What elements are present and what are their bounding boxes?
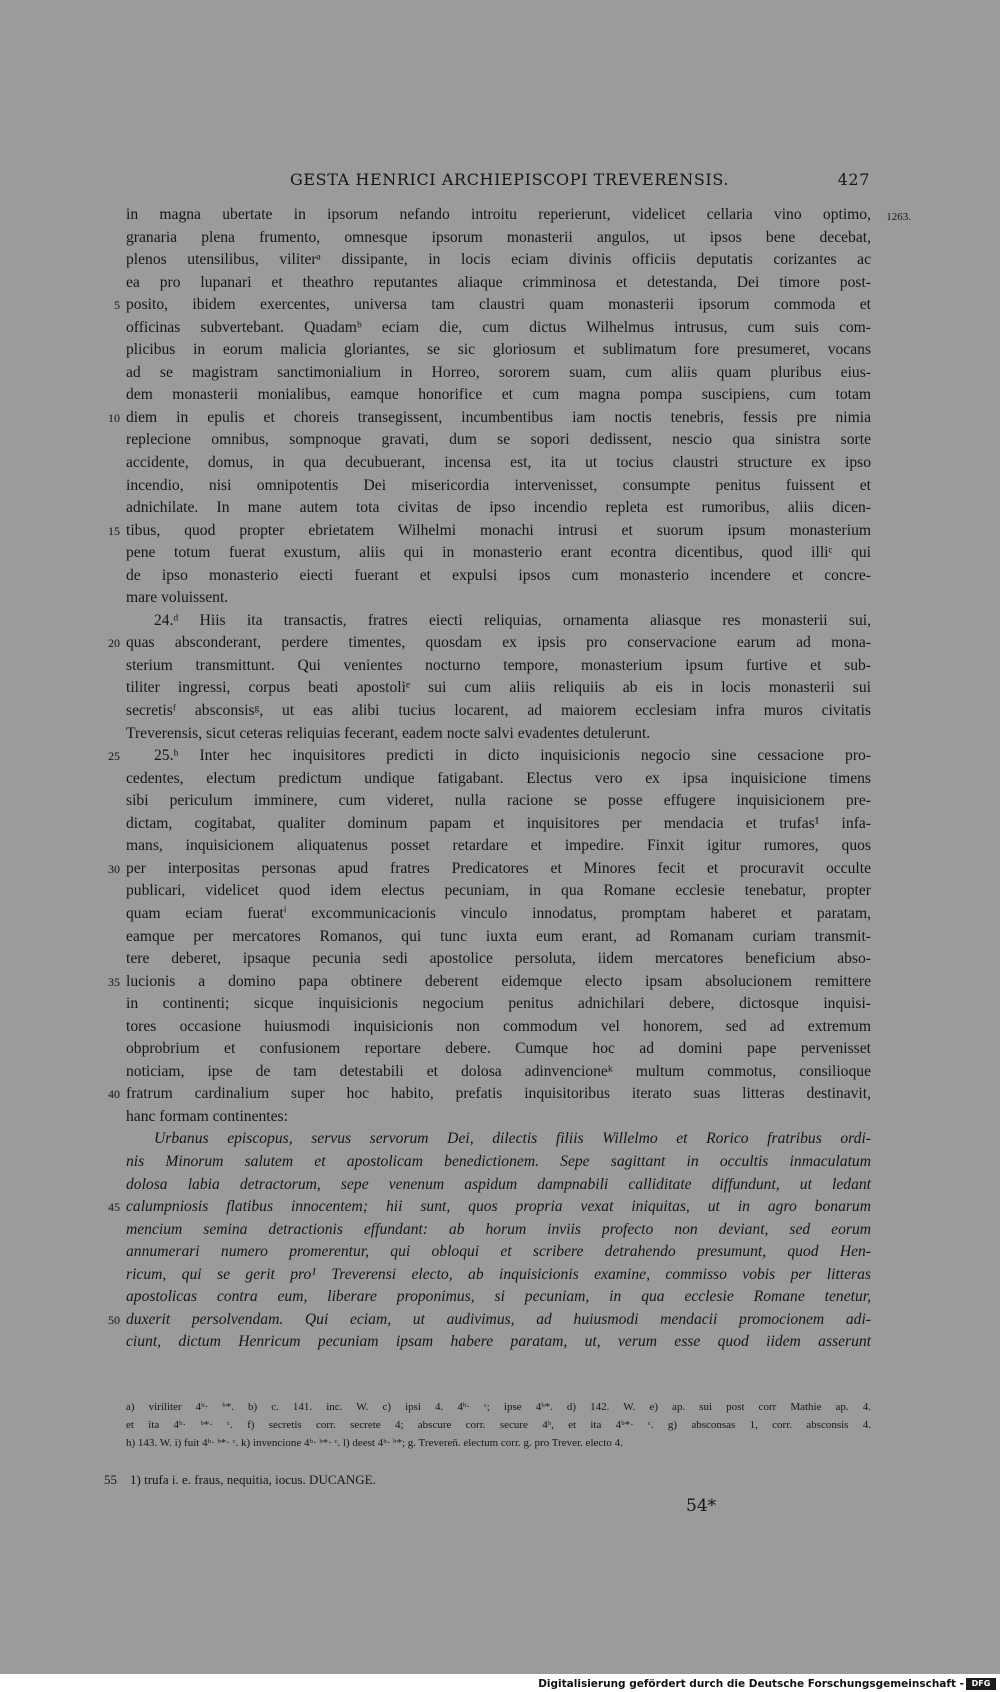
critical-apparatus: [126, 1398, 871, 1452]
text-line: 24.ᵈ Hiis ita transactis, fratres eiecti reliquias, ornamenta aliasque res monasterii sui,: [154, 611, 871, 629]
text-line: quam eciam fueratⁱ excommunicacionis vinculo innodatus, promptam haberet et paratam,: [126, 904, 871, 922]
text-line: apostolicas contra eum, liberare proponimus, si pecuniam, in qua ecclesie Romane tenetur,: [126, 1288, 871, 1306]
digitization-footer: [0, 1678, 1000, 1692]
text-line: calumpniosis flatibus innocentem; hii sunt, quos propria vexat iniquitas, ut in agro bonarum: [126, 1198, 871, 1216]
apparatus-line: h) 143. W. i) fuit 4ᵇ· ᵇ*· ᶜ. k) invencione 4ᵇ· ᵇ*· ᶜ. l) deest 4ᵇ· ᵇ*; g. Treveren̄. electum corr. g. pro Trever. electo 4.: [126, 1437, 623, 1449]
text-line: lucionis a domino papa obtinere deberent eidemque electo ipsam absolucionem remittere: [126, 972, 871, 990]
text-line: noticiam, ipse de tam detestabili et dolosa adinvencioneᵏ multum commotus, consilioque: [126, 1062, 871, 1080]
text-line: mencium semina detractionis effundant: ab horum inviis profecto non deviant, sed eorum: [126, 1220, 871, 1238]
text-line: incendio, nisi omnipotentis Dei misericordia intervenisset, consumpte penitus fuissent et: [126, 476, 871, 494]
line-number: 50: [108, 1312, 120, 1327]
text-line: diem in epulis et choreis transegissent, incumbentibus iam noctis tenebris, fessis pre nimia: [126, 408, 871, 426]
line-number: 45: [108, 1200, 120, 1215]
text-line: tores occasione huiusmodi inquisicionis non commodum vel honorem, sed ad extremum: [126, 1017, 871, 1035]
text-line: 25.ʰ Inter hec inquisitores predicti in dicto inquisicionis negocio sine cessacione pro-: [154, 747, 871, 765]
line-number: 35: [108, 974, 120, 989]
text-line: posito, ibidem exercentes, universa tam claustri quam monasterii ipsorum commoda et: [126, 296, 871, 314]
text-line: secretisᶠ absconsisᵍ, ut eas alibi tucius locarent, ad maiorem ecclesiam infra muros civitatis: [126, 702, 871, 720]
main-text: [108, 204, 911, 1354]
footnote-text: 1) trufa i. e. fraus, nequitia, iocus. DUCANGE.: [130, 1472, 376, 1487]
text-line: cedentes, electum predictum undique fatigabant. Electus vero ex ipsa inquisicione timens: [126, 769, 871, 787]
text-line: sibi periculum imminere, cum videret, nulla racione se posse effugere inquisicionem pre-: [126, 792, 871, 810]
text-line: Treverensis, sicut ceteras reliquias fecerant, eadem nocte salvi evadentes detulerunt.: [126, 724, 651, 742]
funding-credit: Digitalisierung gefördert durch die Deutsche Forschungsgemeinschaft -: [538, 1678, 964, 1690]
text-line: fratrum cardinalium super hoc habito, prefatis inquisitoribus iterato suas litteras destinavit,: [126, 1085, 871, 1103]
text-line: per interpositas personas apud fratres Predicatores et Minores fecit et procuravit occulte: [126, 859, 871, 877]
text-line: quas absconderant, perdere timentes, quosdam ex ipsis pro conservacione earum ad mona-: [126, 634, 871, 652]
text-line: de ipso monasterio eiecti fuerant et expulsi ipsos cum monasterio incendere et concre-: [126, 566, 871, 584]
text-line: tere deberet, ipsaque pecunia sedi apostolice persoluta, iidem mercatores beneficium abso-: [126, 950, 871, 968]
running-title: GESTA HENRICI ARCHIEPISCOPI TREVERENSIS.: [290, 170, 729, 189]
text-line: tibus, quod propter ebrietatem Wilhelmi monachi intrusi et suorum ipsum monasterium: [126, 521, 871, 539]
text-line: plicibus in eorum malicia gloriantes, se sic gloriosum et sublimatum fore presumeret, vocans: [126, 341, 871, 359]
text-line: dolosa labia detractorum, sepe venenum aspidum dampnabili calliditate diffundunt, ut ledant: [126, 1175, 871, 1193]
text-line: ea pro lupanari et theathro reputantes aliaque crimminosa et detestanda, Dei timore post-: [126, 273, 871, 291]
text-line: in continenti; sicque inquisicionis negocium penitus adnichilari debere, dictosque inquisi-: [126, 995, 871, 1013]
text-line: publicari, videlicet quod idem electus pecuniam, in qua Romane ecclesie tenebatur, propter: [126, 882, 871, 900]
text-line: nis Minorum salutem et apostolicam benedictionem. Sepe sagittant in occultis inmaculatum: [126, 1152, 871, 1170]
text-line: obprobrium et confusionem reportare debere. Cumque hoc ad domini pape pervenisset: [126, 1040, 871, 1058]
text-line: hanc formam continentes:: [126, 1107, 288, 1125]
text-line: duxerit persolvendam. Qui eciam, ut audivimus, ad huiusmodi mendacii promocionem adi-: [126, 1310, 871, 1328]
margin-year: 1263.: [886, 211, 911, 223]
text-line: mare voluissent.: [126, 589, 229, 607]
text-line: Urbanus episcopus, servus servorum Dei, dilectis filiis Willelmo et Rorico fratribus ordi-: [154, 1130, 871, 1148]
text-line: eamque per mercatores Romanos, qui tunc iuxta eum erant, ad Romanam curiam transmit-: [126, 927, 871, 945]
text-line: plenos utensilibus, viliterᵃ dissipante, in locis eciam divinis officiis deputatis corizantes ac: [126, 251, 871, 269]
text-line: granaria plena frumento, omnesque ipsorum monasterii angulos, ut ipsos bene decebat,: [126, 228, 871, 246]
text-line: pene totum fuerat exustum, aliis qui in monasterio erant econtra dicentibus, quod illiᶜ qui: [126, 544, 871, 562]
text-line: in magna ubertate in ipsorum nefando introitu reperierunt, videlicet cellaria vino optimo,: [126, 206, 871, 223]
text-line: dem monasterii monialibus, eamque honorifice et cum magna pompa suscipiens, cum totam: [126, 386, 871, 404]
line-number: 20: [108, 636, 120, 651]
text-line: officinas subvertebant. Quadamᵇ eciam die, cum dictus Wilhelmus intrusus, cum suis com-: [126, 318, 871, 336]
line-number: 30: [108, 861, 120, 876]
line-number: 25: [108, 749, 120, 764]
text-line: dictam, cogitabat, qualiter dominum papam et inquisitores per mendacia et trufas¹ infa-: [126, 814, 871, 832]
explanatory-footnote: [104, 1472, 376, 1488]
line-number: 15: [108, 523, 120, 538]
text-line: adnichilate. In mane autem tota civitas de ipso incendio repleta est rumoribus, aliis dicen-: [126, 499, 871, 517]
text-line: sterium transmittunt. Qui venientes nocturno tempore, monasterium ipsum furtive et sub-: [126, 656, 871, 674]
text-line: ad se magistram sanctimonialium in Horreo, sororem suam, cum aliis quam pluribus eius-: [126, 363, 871, 381]
text-line: mans, inquisicionem aliquatenus posset retardare et impedire. Finxit igitur rumores, quos: [126, 837, 871, 855]
page-number: 427: [837, 170, 870, 189]
footnote-line-number: 55: [104, 1472, 117, 1487]
text-line: ciunt, dictum Henricum pecuniam ipsam habere paratam, ut, verum esse quod iidem asserunt: [126, 1333, 871, 1351]
text-line: annumerari numero promerentur, qui obloqui et scribere detrahendo presumunt, quod Hen-: [126, 1243, 871, 1261]
line-number: 40: [108, 1087, 120, 1102]
text-line: ricum, qui se gerit pro¹ Treverensi electo, ab inquisicionis examine, commisso vobis per litteras: [126, 1265, 871, 1283]
apparatus-line: et ita 4ᵇ· ᵇ*· ᶜ. f) secretis corr. secrete 4; abscure corr. secure 4ᵇ, et ita 4ᵇ*· ᶜ. g) absconsas 1, corr. absconsis 4.: [126, 1419, 871, 1431]
dfg-logo: DFG: [966, 1678, 996, 1690]
text-line: replecione omnibus, sompnoque gravati, dum se sopori dedissent, nescio qua sinistra sorte: [126, 431, 871, 449]
apparatus-line: a) viriliter 4ᵇ· ᵇ*. b) c. 141. inc. W. c) ipsi 4. 4ᵇ· ᶜ; ipse 4ᵇ*. d) 142. W. e) ap. sui post corr Mathie ap. 4.: [126, 1401, 871, 1413]
signature-mark: 54*: [686, 1496, 717, 1516]
text-line: tiliter ingressi, corpus beati apostoliᵉ sui cum aliis reliquiis ab eis in locis monasterii sui: [126, 679, 871, 697]
line-number: 5: [114, 298, 120, 313]
line-number: 10: [108, 410, 120, 425]
text-line: accidente, domus, in qua decubuerant, incensa est, ita ut tocius claustri structure ex ipso: [126, 454, 871, 472]
